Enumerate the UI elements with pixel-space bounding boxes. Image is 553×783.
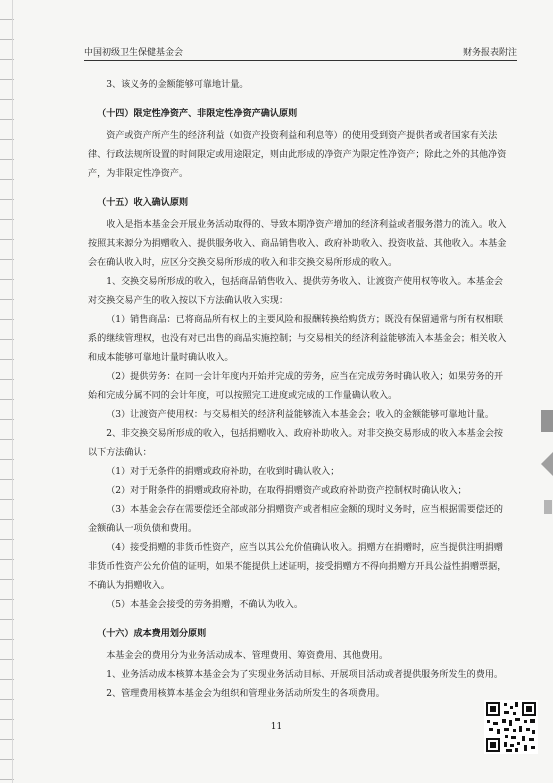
section-heading: （十六）成本费用划分原则 [97,628,207,639]
document-body [88,76,508,704]
paragraph: 1、业务活动成本核算本基金会为了实现业务活动目标、开展项目活动或者提供服务所发生的费用。 [106,670,504,680]
paragraph: （3）让渡资产使用权：与交易相关的经济利益能够流入本基金会；收入的金额能够可靠地计量。 [106,410,494,420]
paragraph: 收入是指本基金会开展业务活动取得的、导致本期净资产增加的经济利益或者服务潜力的流入。收入按照其来源分为捐赠收入、提供服务收入、商品销售收入、政府补助收入、投资收益、其他收入。本基金会在确认收入时，应区分交换交易所形成的收入和非交换交易所形成的收入。 [88,220,507,268]
page-header [84,42,517,61]
paragraph: （2）对于附条件的捐赠或政府补助，在取得捐赠资产或政府补助资产控制权时确认收入； [106,486,467,496]
qr-code-icon [484,700,538,754]
header-section-title: 财务报表附注 [462,48,517,58]
section-heading: （十四）限定性净资产、非限定性净资产确认原则 [97,108,298,119]
paragraph: （5）本基金会接受的劳务捐赠，不确认为收入。 [106,600,303,610]
header-org-name: 中国初级卫生保健基金会 [84,48,184,58]
paragraph: （4）接受捐赠的非货币性资产，应当以其公允价值确认收入。捐赠方在捐赠时，应当提供注明捐赠非货币性资产公允价值的证明，如果不能提供上述证明，接受捐赠方不得向捐赠方开具公益性捐赠票据，不确认为捐赠收入。 [88,543,507,591]
paragraph: 本基金会的费用分为业务活动成本、管理费用、筹资费用、其他费用。 [106,651,389,661]
paragraph: 3、该义务的金额能够可靠地计量。 [106,80,249,90]
page-number: 11 [270,722,283,732]
section-heading: （十五）收入确认原则 [97,197,189,208]
paragraph: （2）提供劳务：在同一会计年度内开始并完成的劳务，应当在完成劳务时确认收入；如果劳务的开始和完成分属不同的会计年度，可以按照完工进度或完成的工作量确认收入。 [88,372,504,401]
paragraph: 资产或资产所产生的经济利益（如资产投资利益和利息等）的使用受到资产提供者或者国家有关法律、行政法规所设置的时间限定或用途限定，则由此形成的净资产为限定性净资产；除此之外的其他净资产，为非限定性净资产。 [88,131,507,179]
paragraph: （3）本基金会存在需要偿还全部或部分捐赠资产或者相应金额的现时义务时，应当根据需要偿还的金额确认一项负债和费用。 [88,505,504,534]
paragraph: （1）对于无条件的捐赠或政府补助，在收到时确认收入； [106,467,340,477]
paragraph: 2、管理费用核算本基金会为组织和管理业务活动所发生的各项费用。 [106,689,385,699]
paragraph: 2、非交换交易所形成的收入，包括捐赠收入、政府补助收入。对非交换交易形成的收入本基金会按以下方法确认： [88,429,504,458]
binding-margin [0,0,14,783]
seal-stamp-fragment [539,410,553,520]
paragraph: 1、交换交易所形成的收入，包括商品销售收入、提供劳务收入、让渡资产使用权等收入。本基金会对交换交易产生的收入按以下方法确认收入实现： [88,277,504,306]
paragraph: （1）销售商品：已将商品所有权上的主要风险和报酬转换给购货方；既没有保留通常与所有权相联系的继续管理权，也没有对已出售的商品实施控制；与交易相关的经济利益能够流入本基金会；相关收入和成本能够可靠地计量时确认收入。 [88,315,507,363]
